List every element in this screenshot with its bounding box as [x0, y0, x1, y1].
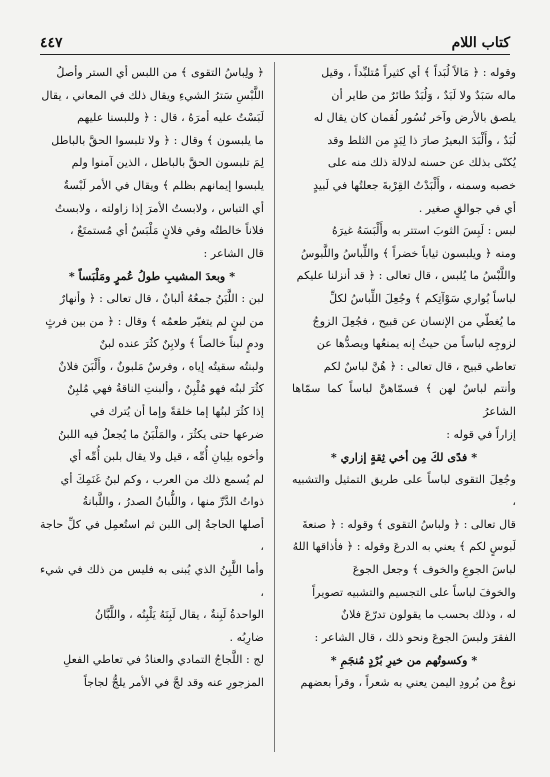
text-line: وجُعِلَ التقوى لباساً على طريق التمثيل والتشبيه ، — [292, 472, 516, 509]
right-column — [292, 62, 516, 757]
text-line: * وكسوتُهم من خيرِ بُرْدٍ مُنجَمِ * — [330, 653, 478, 668]
text-line: قال الشاعر : — [203, 246, 264, 260]
text-line: كثُرَ لبنُه فهو مُلْبِنٌ ، وألبنتِ الناقةُ فهي مُلبِنٌ — [67, 382, 264, 396]
text-line: لبس : لَبِسَ الثوبَ استتر به وأَلْبَسَهُ غيرَهُ — [331, 224, 516, 238]
text-line: له ، وذلك بحسب ما يقولون تدرّعَ فلانٌ — [340, 608, 516, 622]
page-number: ٤٤٧ — [40, 35, 63, 51]
text-line: ماله سَبَدٌ ولا لَبَدٌ ، وَلُبَدٌ طائرٌ من طاير أن — [331, 88, 516, 102]
text-line: الواحدةُ لَبِنةٌ ، يقال لَبِنَهُ يَلْبِنُه ، واللَّبَّانُ — [95, 608, 264, 622]
text-line: قال تعالى : ﴿ ولباسُ التقوى ﴾ وقوله : ﴿ صنعةَ — [302, 517, 516, 531]
text-line: المزجورِ عنه وقد لجَّ في الأمر يلجُّ لجاجاً — [83, 676, 264, 690]
text-line: وأما اللَّبِنُ الذي يُبنى به فليس من ذلك في شيء ، — [40, 563, 264, 599]
text-line: ﴿ ولِباسُ التقوى ﴾ من اللبس أي الستر وأصلُ — [56, 66, 264, 79]
text-line: لباسَ الجوعِ والخوف ﴾ وجعل الجوعَ — [352, 563, 516, 577]
text-line: يلبسوا إيمانهم بظلم ﴾ ويقال في الأمر لَبْسةٌ — [63, 178, 264, 192]
text-line: خصبه وسمنه ، وأَلْبَدْتُ القِرْبةَ جعلتُها في لَبيدٍ — [313, 178, 516, 192]
text-line: من لبنٍ لم يتغيّر طعمُه ﴾ وقال : ﴿ من بين فرثٍ — [45, 314, 264, 328]
text-line: إزاراً في قوله : — [446, 427, 516, 441]
text-line: يُكنّى بذلك عن حسنه لدلالة ذلك منه على — [327, 156, 516, 170]
text-line: أي في جوالقٍ صغير . — [418, 201, 516, 215]
text-line: ما يلبسون ﴾ وقال : ﴿ ولا تلبسوا الحقَّ بالباطل — [51, 133, 264, 147]
text-line: أصلها الحاجةُ إلى اللبن ثم استُعمِل في كلِّ حاجة ، — [40, 517, 264, 554]
text-line: الفقرَ ولبسَ الجوعَ ونحو ذلك ، قال الشاعر : — [314, 630, 516, 644]
text-line: يلصق بالأرض وآخر نُسُور لُقمان كان يقال له — [313, 111, 516, 125]
text-line: وقوله : ﴿ مَالاً لُبَداً ﴾ أي كثيراً مُتلبِّداً ، وقيل — [321, 66, 516, 79]
text-line: لزوجِه لباساً من حيثُ إنه يمنعُها ويصدُّها عن — [316, 337, 516, 351]
text-line: ولبنتُه سقيتُه إياه ، وفرسٌ مَلبونٌ ، وأَلْبَنَ فلانٌ — [58, 359, 264, 373]
text-line: فلاناً خالطتُه وفي فلانٍ مَلْبَسٌ أي مُستمتَعٌ ، — [70, 224, 264, 238]
text-line: لِمَ تلبسون الحقَّ بالباطل ، الذين آمنوا ولم — [71, 156, 264, 170]
text-line: لَبَسْتُ عليه أمرَهُ ، قال : ﴿ وللبسنا عليهم — [77, 111, 264, 125]
text-line: ذواتُ الدَّرِّ منها ، واللُّبانُ الصدرُ ، واللَّبانةُ — [82, 495, 264, 509]
text-line: * وبعدَ المشيبِ طولُ عُمرٍ ومَلْبَساً * — [68, 269, 236, 284]
text-line: لَبوسٍ لكم ﴾ يعني به الدرعَ وقوله : ﴿ فأذاقها اللهُ — [292, 540, 516, 554]
text-line: اللَّبْسِ سَترُ الشيءِ ويقال ذلك في المعاني ، يقال — [41, 88, 264, 102]
text-line: وأنتم لباسٌ لهن ﴾ فسمّاهنَّ لباساً كما سمّاها الشاعرُ — [292, 382, 516, 418]
text-line: والخوفَ لباساً على التجسيم والتشبيه تصويراً — [312, 585, 516, 599]
running-title: كتاب اللام — [451, 35, 510, 51]
text-line: ما يُغطّي من الإنسان عن قبيح ، فجُعِلَ الزوجُ — [312, 314, 516, 328]
text-line: تعاطي قبيح ، قال تعالى : ﴿ هُنَّ لباسٌ لكم — [323, 359, 516, 373]
text-line: نوعٌ من بُرودِ اليمن يعني به شعراً ، وقرأ بعضهم — [300, 676, 516, 690]
text-line: ضرعها حتى يكثُرَ ، والمَلْبَنُ ما يُجعلُ فيه اللبنُ — [58, 427, 264, 441]
text-line: لُبَدٌ ، وأَلْبَدَ البعيرُ صارَ ذا لِبَدٍ من الثلط وقد — [327, 133, 516, 147]
text-line: أي التباس ، ولابستُ الأمرَ إذا زاولته ، ولابستُ — [54, 201, 264, 215]
text-line: لبن : اللَّبَنُ جمعُهُ ألبانٌ ، قال تعالى : ﴿ وأنهارٌ — [59, 291, 264, 305]
text-line: لباساً يُواري سَوْآتِكم ﴾ وجُعِلَ اللِّباسُ لكلِّ — [329, 291, 516, 305]
text-line: ومنه ﴿ ويلبسون ثياباً خضراً ﴾ واللِّباسُ واللَّبوسُ — [300, 246, 516, 260]
left-column — [40, 62, 264, 757]
text-line: ضارِبُه . — [229, 630, 264, 644]
text-line: ودمٍ لبناً خالصاً ﴾ ولابِنٌ كثُرَ عنده لبنٌ — [99, 337, 264, 351]
text-line: لج : اللَّجاجُ التمادي والعنادُ في تعاطي الفعلِ — [63, 653, 264, 667]
column-divider — [274, 62, 275, 752]
text-line: لم يُسمع ذلك من العرب ، وكم لبنُ غَنَمِكَ أي — [60, 472, 264, 486]
text-line: * فدًى لكَ مِن أخي ثِقةٍ إزاري * — [330, 450, 478, 465]
page-header — [40, 28, 510, 55]
text-line: إذا كثُرَ لبنُها إما خلقةً وإما أن يُترك في — [90, 404, 264, 418]
text-line: واللَّبْسُ ما يُلبس ، قال تعالى : ﴿ قد أنزلنا عليكم — [296, 269, 516, 283]
text-line: وأخوه بلِبانِ أُمِّه ، قيل ولا يقال بلبن أُمِّه أي — [69, 450, 264, 464]
